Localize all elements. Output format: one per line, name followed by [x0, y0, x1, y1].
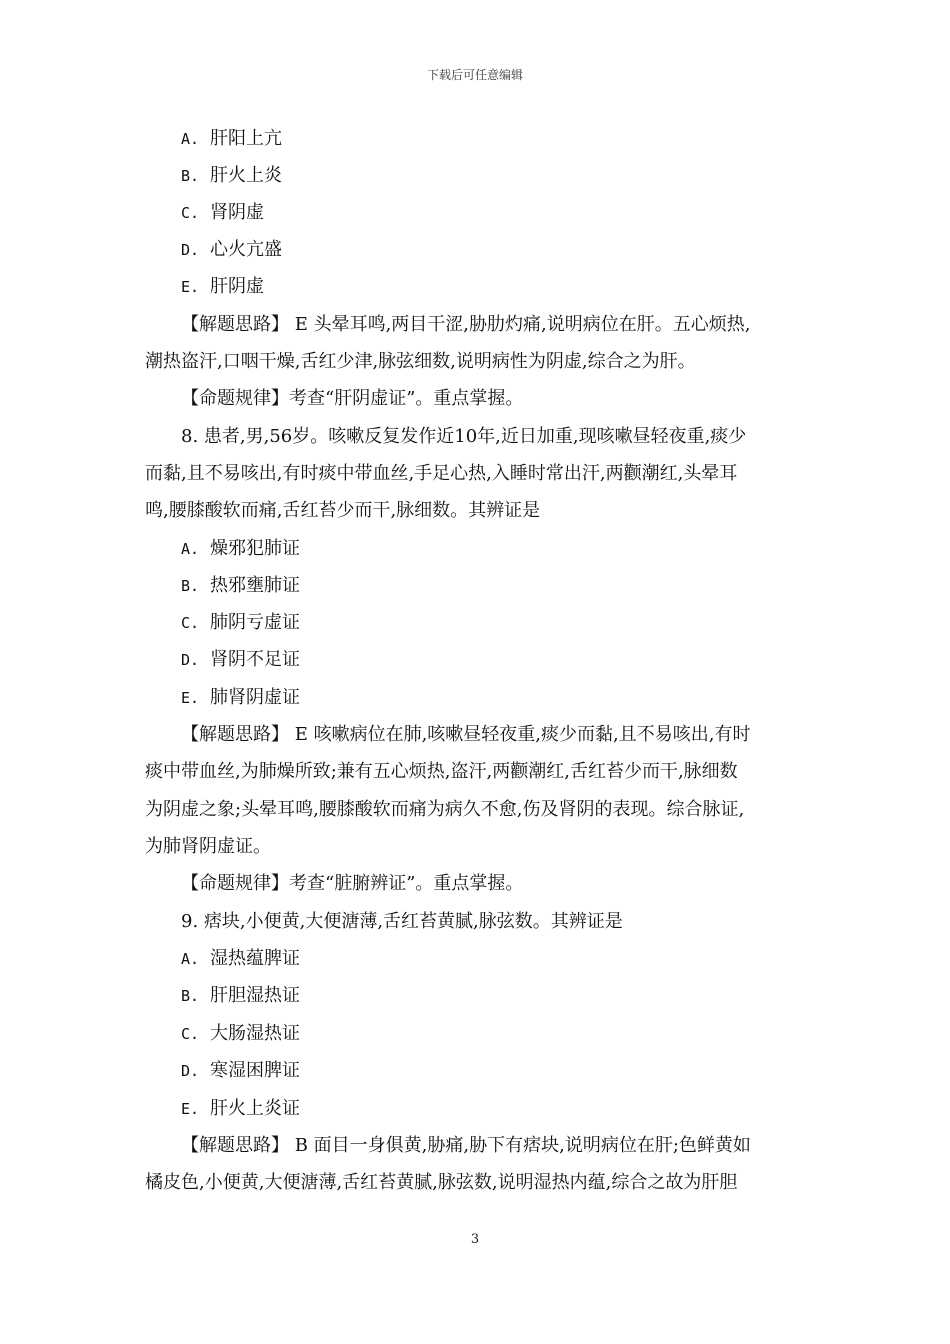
option-letter: B. [181, 987, 200, 1005]
option-text: 肝阴虚 [210, 276, 264, 297]
q7-analysis-line-2: 潮热盗汗,口咽干燥,舌红少津,脉弦细数,说明病性为阴虚,综合之为肝。 [145, 351, 696, 372]
option-letter: B. [181, 167, 200, 185]
option-text: 湿热蕴脾证 [210, 948, 300, 969]
option-letter: D. [181, 241, 200, 259]
option-text: 热邪壅肺证 [210, 575, 300, 596]
q7-option-e [181, 275, 810, 299]
q9-analysis-line-1: 【解题思路】 B 面目一身俱黄,胁痛,胁下有痞块,说明病位在肝;色鲜黄如 [181, 1135, 751, 1156]
option-letter: C. [181, 614, 200, 632]
q7-rule: 【命题规律】考查“肝阴虚证”。重点掌握。 [181, 388, 524, 409]
option-letter: D. [181, 651, 200, 669]
q7-analysis-line-1: 【解题思路】 E 头晕耳鸣,两目干涩,胁肋灼痛,说明病位在肝。五心烦热, [181, 314, 751, 335]
option-text: 肝阳上亢 [210, 128, 282, 149]
option-letter: A. [181, 130, 200, 148]
q9-option-d [181, 1059, 810, 1083]
option-letter: E. [181, 1100, 200, 1118]
page-header-note: 下载后可任意编辑 [426, 68, 523, 82]
option-letter: C. [181, 204, 200, 222]
option-letter: B. [181, 577, 200, 595]
q8-rule: 【命题规律】考查“脏腑辨证”。重点掌握。 [181, 873, 524, 894]
q9-question: 9. 痞块,小便黄,大便溏薄,舌红苔黄腻,脉弦数。其辨证是 [181, 911, 623, 932]
option-letter: E. [181, 689, 200, 707]
option-letter: C. [181, 1025, 200, 1043]
q8-option-a [181, 537, 810, 561]
option-text: 燥邪犯肺证 [210, 538, 300, 559]
option-text: 肝火上炎证 [210, 1098, 300, 1119]
q8-option-e [181, 686, 810, 710]
q7-option-a [181, 127, 810, 151]
q7-option-b [181, 164, 810, 188]
q9-option-e [181, 1097, 810, 1121]
q9-analysis-line-2: 橘皮色,小便黄,大便溏薄,舌红苔黄腻,脉弦数,说明湿热内蕴,综合之故为肝胆 [145, 1172, 738, 1193]
q8-question-line-3: 鸣,腰膝酸软而痛,舌红苔少而干,脉细数。其辨证是 [145, 500, 541, 521]
q9-option-b [181, 984, 810, 1008]
q8-analysis-line-1: 【解题思路】 E 咳嗽病位在肺,咳嗽昼轻夜重,痰少而黏,且不易咳出,有时 [181, 724, 751, 745]
option-text: 寒湿困脾证 [210, 1060, 300, 1081]
option-text: 肝胆湿热证 [210, 985, 300, 1006]
page-number: 3 [470, 1232, 480, 1247]
q7-option-d [181, 238, 810, 262]
option-text: 肝火上炎 [210, 165, 282, 186]
q8-analysis-line-4: 为肺肾阴虚证。 [145, 836, 271, 857]
q8-option-b [181, 574, 810, 598]
q9-option-c [181, 1022, 810, 1046]
q8-question-line-2: 而黏,且不易咳出,有时痰中带血丝,手足心热,入睡时常出汗,两颧潮红,头晕耳 [145, 463, 738, 484]
option-letter: D. [181, 1062, 200, 1080]
q8-question-line-1: 8. 患者,男,56岁。咳嗽反复发作近10年,近日加重,现咳嗽昼轻夜重,痰少 [181, 426, 747, 447]
q8-option-d [181, 648, 810, 672]
q8-analysis-line-3: 为阴虚之象;头晕耳鸣,腰膝酸软而痛为病久不愈,伤及肾阴的表现。综合脉证, [145, 799, 745, 820]
option-letter: A. [181, 950, 200, 968]
option-letter: E. [181, 278, 200, 296]
q7-option-c [181, 201, 810, 225]
q8-analysis-line-2: 痰中带血丝,为肺燥所致;兼有五心烦热,盗汗,两颧潮红,舌红苔少而干,脉细数 [145, 761, 738, 782]
option-text: 肺阴亏虚证 [210, 612, 300, 633]
q8-option-c [181, 611, 810, 635]
option-text: 心火亢盛 [210, 239, 282, 260]
option-letter: A. [181, 540, 200, 558]
option-text: 肾阴不足证 [210, 649, 300, 670]
q9-option-a [181, 947, 810, 971]
option-text: 大肠湿热证 [210, 1023, 300, 1044]
option-text: 肺肾阴虚证 [210, 687, 300, 708]
option-text: 肾阴虚 [210, 202, 264, 223]
